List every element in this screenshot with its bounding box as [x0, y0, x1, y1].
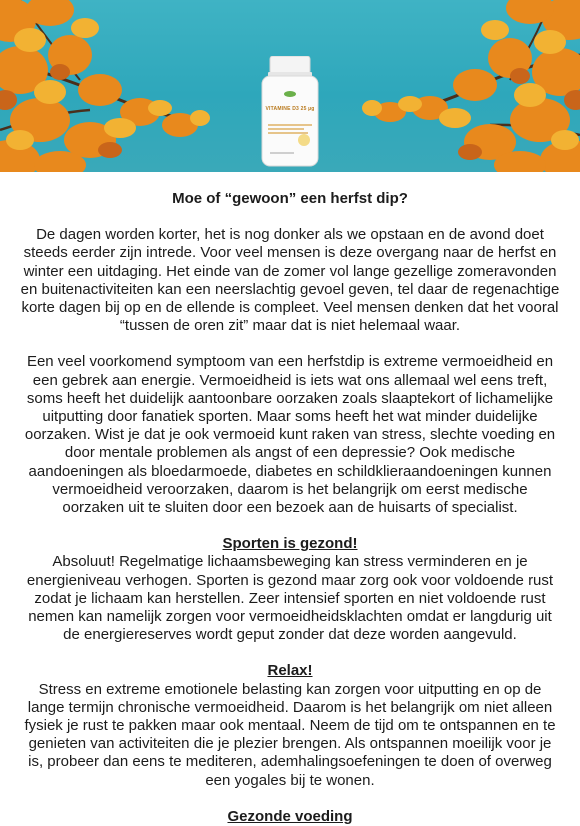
- bottle-product-label: VITAMINE D3 25 µg: [265, 106, 315, 112]
- article: [0, 190, 580, 826]
- product-bottle: [256, 56, 324, 168]
- hero-banner: [0, 0, 580, 172]
- autumn-foliage-left: [0, 0, 230, 172]
- article-title: Moe of “gewoon” een herfst dip?: [172, 190, 408, 207]
- section-body-sport: Absoluut! Regelmatige lichaamsbeweging kan stress verminderen en je energieniveau verhogen. Sporten is gezond maar zorg ook voor voldoende rust zodat je lichaam kan herstellen. Zeer intensief sporten en niet voldoende rust nemen kan namelijk zorgen voor vermoeidheidsklachten omdat er langdurig uit de energiereserves wordt geput zonder dat deze worden aangevuld.: [26, 553, 554, 644]
- section-body-relax: Stress en extreme emotionele belasting kan zorgen voor uitputting en op de lange termijn chronische vermoeidheid. Daarom is het belangrijk om niet alleen fysiek je rust te pakken maar ook mentaal. Neem de tijd om te ontspannen en te genieten van activiteiten die je plezier brengen. Als ontspannen moeilijk voor je is, probeer dan eens te mediteren, ademhalingsoefeningen te doen of overweg een yogales bij te wonen.: [24, 680, 556, 789]
- intro-paragraph-1: De dagen worden korter, het is nog donker als we opstaan en de avond doet steeds eerder zijn intrede. Voor veel mensen is deze overgang naar de herfst en winter een uitdaging. Het einde van de zomer vol lange gezellige zomeravonden en buitenactiviteiten kan een neerslachtig gevoel geven, tel daar de regenachtige korte dagen bij op en de ellende is compleet. Veel mensen denken dat het vooral “tussen de oren zit” maar dat is niet helemaal waar.: [20, 226, 560, 335]
- section-heading-sport: Sporten is gezond!: [222, 535, 358, 553]
- section-heading-relax: Relax!: [267, 662, 313, 680]
- intro-paragraph-2: Een veel voorkomend symptoom van een herfstdip is extreme vermoeidheid en een gebrek aan energie. Vermoeidheid is iets wat ons allemaal wel eens treft, soms heeft het duidelijk aantoonbare oorzaken zoals slaaptekort of lichamelijke uitputting door fanatiek sporten. Maar soms heeft het wat minder duidelijke oorzaken. Wist je dat je ook vermoeid kunt raken van stress, slechte voeding en door mentale problemen als angst of een depressie? Ook medische aandoeningen als bloedarmoede, diabetes en schildklieraandoeningen kunnen vermoeidheid veroorzaken, daarom is het belangrijk om eerst medische oorzaken uit te sluiten door een bezoek aan de huisarts of specialist.: [24, 353, 556, 517]
- autumn-foliage-right: [350, 0, 580, 172]
- section-heading-nutrition: Gezonde voeding: [227, 807, 353, 825]
- bottle-image: [256, 56, 324, 168]
